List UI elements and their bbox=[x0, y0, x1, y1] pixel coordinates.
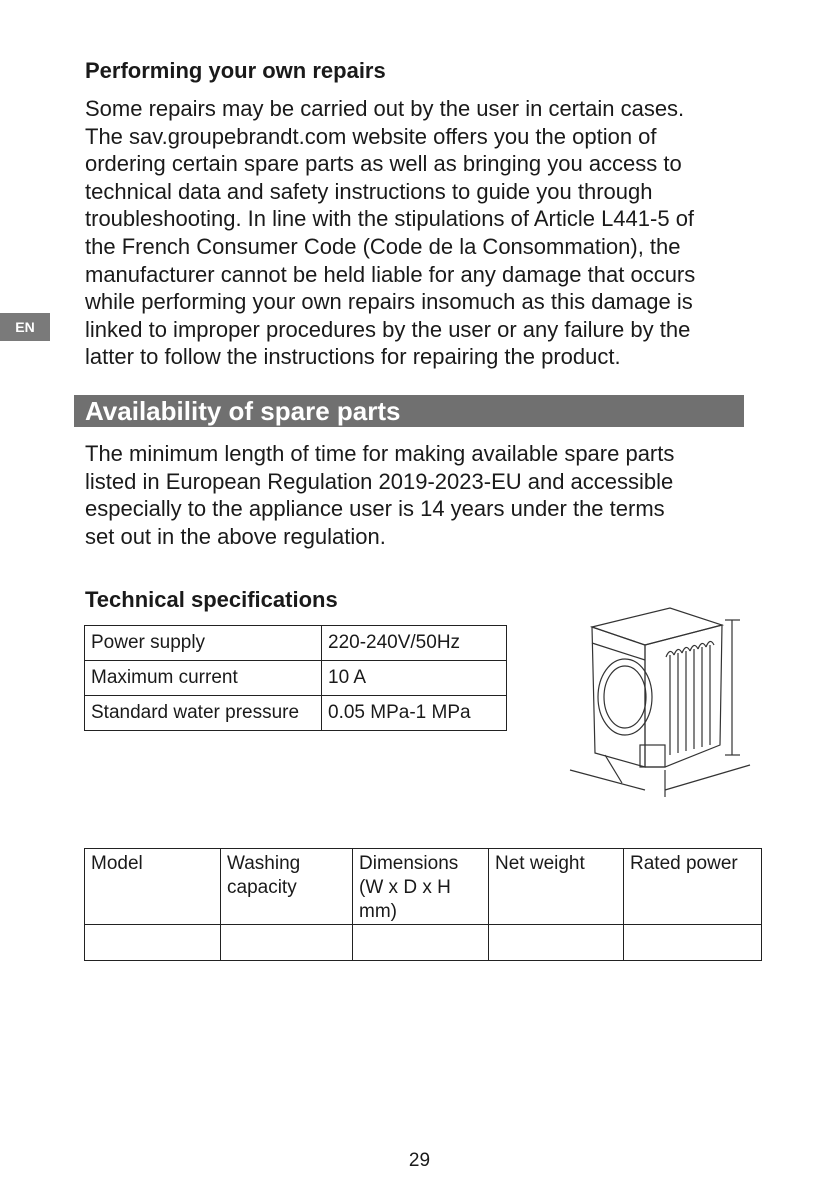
text-line: the French Consumer Code (Code de la Consommation), the bbox=[85, 233, 681, 259]
text-line: manufacturer cannot be held liable for any damage that occurs bbox=[85, 261, 696, 287]
spare-parts-heading: Availability of spare parts bbox=[74, 395, 744, 427]
table-row bbox=[85, 696, 507, 731]
text-line: especially to the appliance user is 14 years under the terms bbox=[85, 496, 665, 522]
text-line: The minimum length of time for making available spare parts bbox=[85, 441, 675, 466]
spec-value: 0.05 MPa-1 MPa bbox=[322, 696, 507, 731]
column-header: Rated power bbox=[624, 849, 762, 925]
model-table bbox=[84, 848, 762, 961]
table-row bbox=[85, 925, 762, 961]
table-row bbox=[85, 626, 507, 661]
spec-label: Standard water pressure bbox=[85, 696, 322, 731]
tech-specs-heading: Technical specifications bbox=[85, 587, 338, 612]
column-header: Washing capacity bbox=[221, 849, 353, 925]
text-line: while performing your own repairs insomuch as this damage is bbox=[85, 289, 693, 315]
text-line: set out in the above regulation. bbox=[85, 523, 386, 549]
text-line: ordering certain spare parts as well as bringing you access to bbox=[85, 151, 682, 177]
text-line: Some repairs may be carried out by the user in certain cases. bbox=[85, 96, 685, 121]
table-cell bbox=[221, 925, 353, 961]
table-cell bbox=[489, 925, 624, 961]
spec-label: Power supply bbox=[85, 626, 322, 661]
text-line: The sav.groupebrandt.com website offers you the option of bbox=[85, 123, 657, 149]
spare-parts-paragraph bbox=[85, 440, 755, 550]
text-line: technical data and safety instructions to guide you through bbox=[85, 178, 653, 204]
spec-label: Maximum current bbox=[85, 661, 322, 696]
repairs-paragraph bbox=[85, 95, 755, 371]
tech-specs-table bbox=[84, 625, 507, 731]
repairs-heading: Performing your own repairs bbox=[85, 58, 386, 83]
spec-value: 220-240V/50Hz bbox=[322, 626, 507, 661]
text-line: listed in European Regulation 2019-2023-EU and accessible bbox=[85, 468, 674, 494]
table-cell bbox=[353, 925, 489, 961]
language-tab: EN bbox=[0, 313, 50, 341]
table-row bbox=[85, 661, 507, 696]
text-line: troubleshooting. In line with the stipulations of Article L441-5 of bbox=[85, 206, 695, 232]
text-line: linked to improper procedures by the user or any failure by the bbox=[85, 316, 691, 342]
column-header: Net weight bbox=[489, 849, 624, 925]
column-header: Model bbox=[85, 849, 221, 925]
column-header: Dimensions (W x D x H mm) bbox=[353, 849, 489, 925]
spec-value: 10 A bbox=[322, 661, 507, 696]
table-cell bbox=[85, 925, 221, 961]
washing-machine-dimension-diagram bbox=[560, 605, 760, 800]
page-number: 29 bbox=[408, 1150, 431, 1171]
text-line: latter to follow the instructions for repairing the product. bbox=[85, 344, 621, 370]
table-cell bbox=[624, 925, 762, 961]
table-header-row bbox=[85, 849, 762, 925]
